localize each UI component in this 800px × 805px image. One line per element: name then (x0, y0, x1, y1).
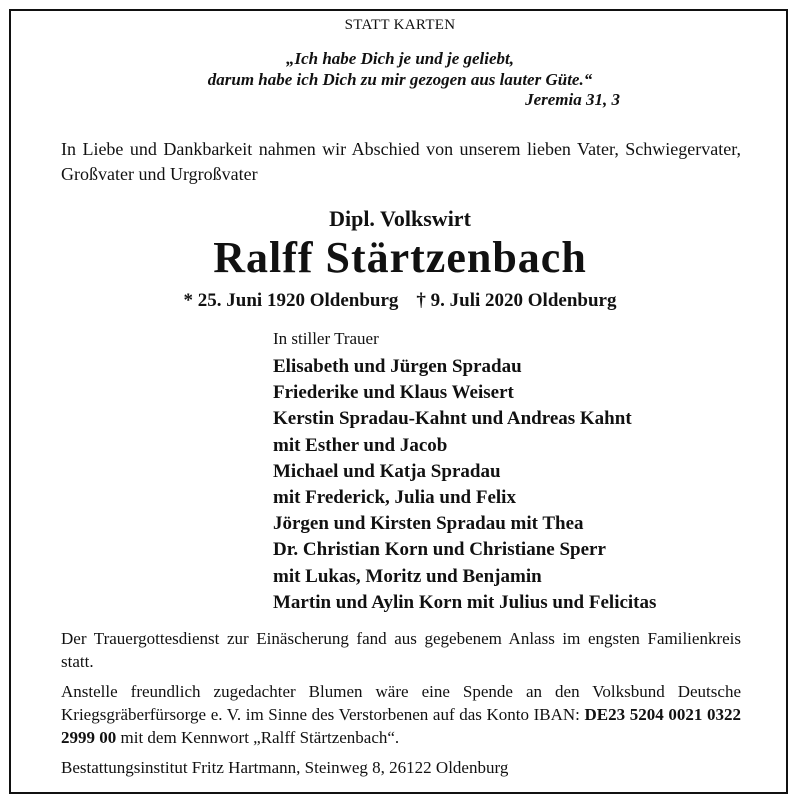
birth-date: * 25. Juni 1920 Oldenburg (183, 290, 399, 311)
mourner-line: mit Frederick, Julia und Felix (273, 487, 516, 509)
verse-reference: Jeremia 31, 3 (525, 90, 620, 109)
mourners-intro: In stiller Trauer (273, 329, 379, 348)
mourner-line: mit Esther und Jacob (273, 434, 448, 456)
service-note: Der Trauergottesdienst zur Einäscherung fand aus gegebenem Anlass im engsten Familienkreis statt. (61, 629, 741, 671)
intro-text: In Liebe und Dankbarkeit nahmen wir Abschied von unserem lieben Vater, Schwiegervater, Großvater und Urgroßvater (61, 139, 741, 184)
verse-line-1: „Ich habe Dich je und je geliebt, (285, 49, 515, 68)
verse-line-2: darum habe ich Dich zu mir gezogen aus lauter Güte.“ (207, 70, 593, 89)
donation-note (61, 680, 741, 749)
deceased-name: Ralff Stärtzenbach (213, 233, 587, 282)
mourner-line: Martin und Aylin Korn mit Julius und Felicitas (273, 591, 657, 613)
mourner-line: mit Lukas, Moritz und Benjamin (273, 565, 542, 587)
donation-text: Anstelle freundlich zugedachter Blumen wäre eine Spende an den Volksbund Deutsche Kriegsgräberfürsorge e. V. im Sinne des Verstorbenen auf das Konto IBAN: (61, 682, 741, 724)
notice-header: STATT KARTEN (344, 17, 456, 33)
bible-verse (180, 48, 620, 90)
mourner-line: Jörgen und Kirsten Spradau mit Thea (273, 513, 584, 535)
donation-keyword: mit dem Kennwort „Ralff Stärtzenbach“. (116, 728, 400, 747)
mourner-line: Michael und Katja Spradau (273, 460, 501, 482)
mourner-line: Friederike und Klaus Weisert (273, 382, 514, 404)
deceased-title: Dipl. Volkswirt (329, 206, 471, 231)
funeral-home-info: Bestattungsinstitut Fritz Hartmann, Steinweg 8, 26122 Oldenburg (61, 758, 509, 777)
mourner-line: Kerstin Spradau-Kahnt und Andreas Kahnt (273, 408, 632, 430)
mourner-line: Elisabeth und Jürgen Spradau (273, 356, 522, 377)
iban-number: DE23 5204 0021 0322 2999 00 (61, 705, 741, 747)
death-date: † 9. Juli 2020 Oldenburg (416, 290, 617, 311)
mourners-list (273, 354, 656, 616)
life-dates (0, 290, 800, 312)
mourner-line: Dr. Christian Korn und Christiane Sperr (273, 539, 606, 561)
